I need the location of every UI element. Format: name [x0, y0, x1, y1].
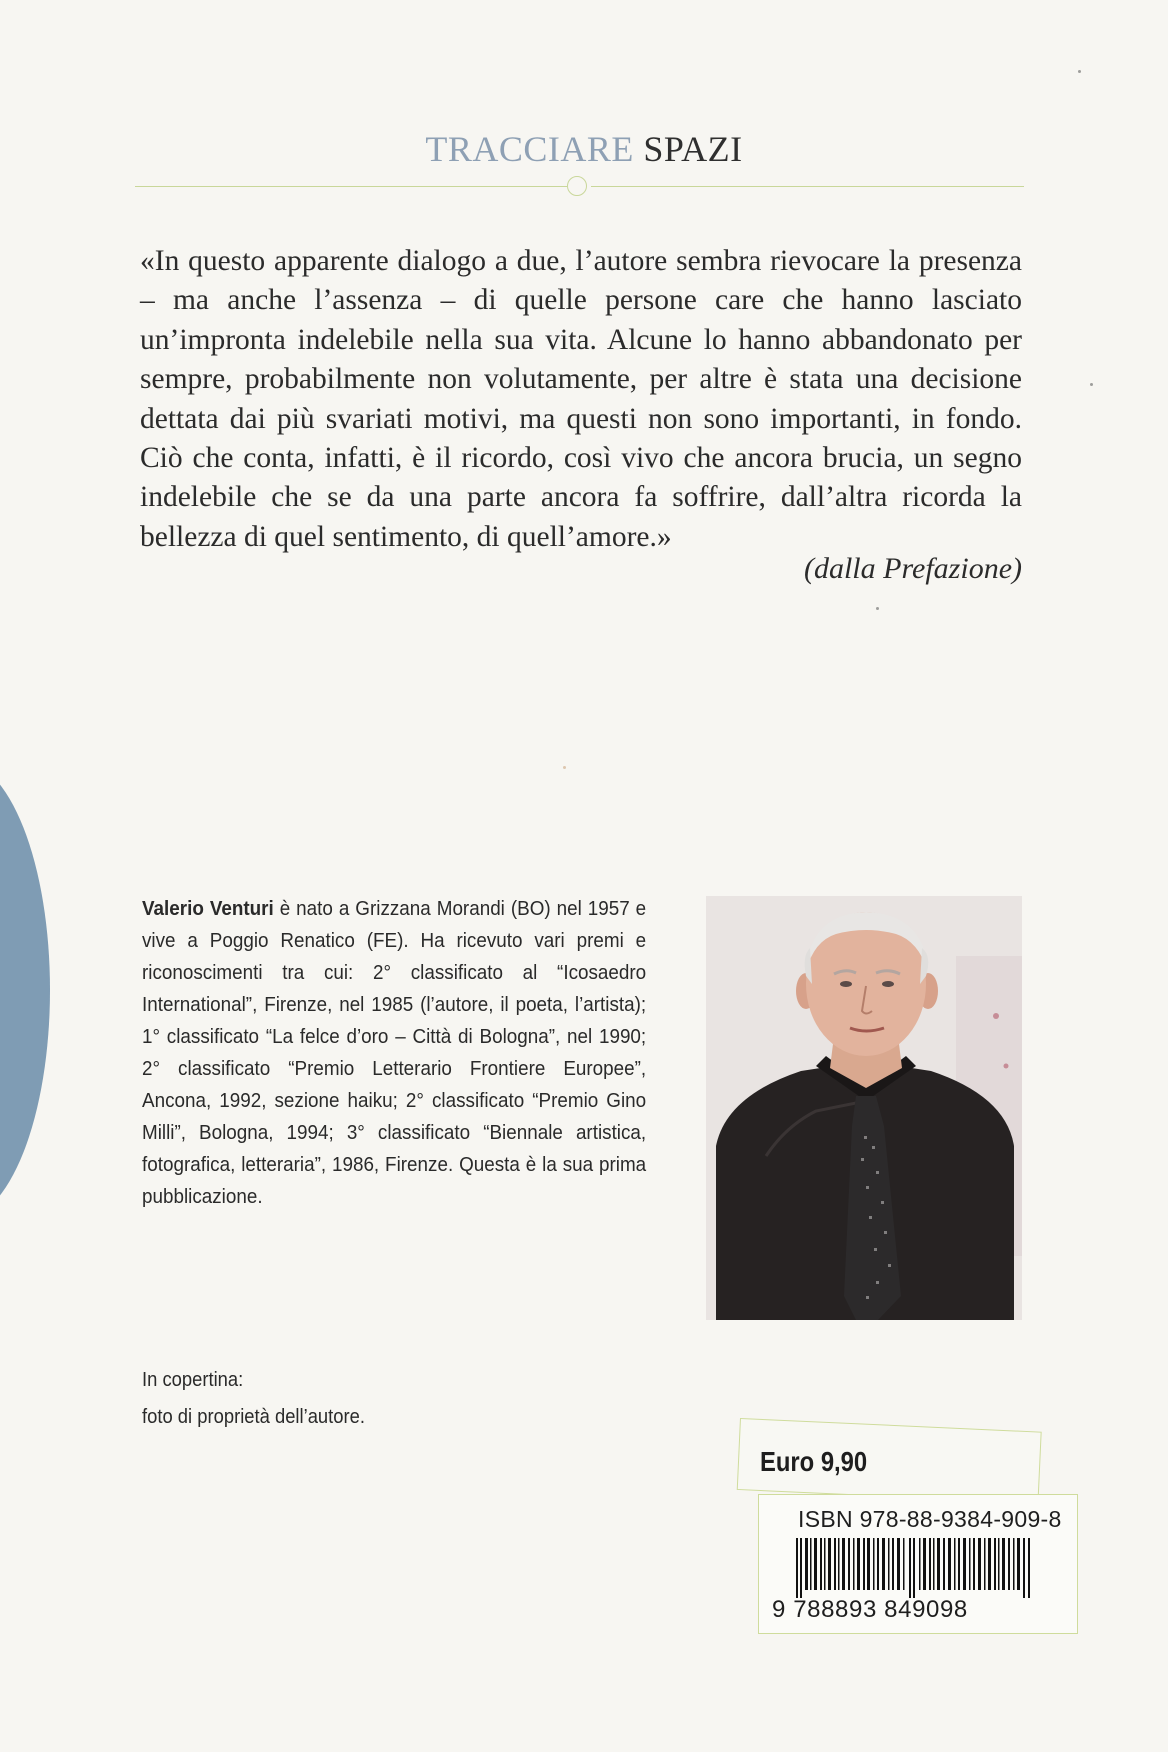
- price: Euro 9,90: [760, 1446, 868, 1477]
- title-rule-left: [135, 186, 567, 187]
- preface-quote: «In questo apparente dialogo a due, l’autore sembra rievocare la presenza – ma anche l’assenza – di quelle persone care che hanno lasciato un’impronta indelebile nella sua vita. Alcune lo hanno abbandonato per sempre, probabilmente non volutamente, per altre è stata una decisione dettata dai più svariati motivi, ma questi non sono importanti, in fondo. Ciò che conta, infatti, è il ricordo, così vivo che ancora brucia, un segno indelebile che se da una parte ancora fa soffrire, dall’altra ricorda la bellezza di quel sentimento, di quell’amore.»: [140, 245, 1022, 553]
- author-name: Valerio Venturi: [142, 897, 274, 920]
- scan-speck: [563, 766, 566, 769]
- cover-note-line2: foto di proprietà dell’autore.: [142, 1406, 365, 1428]
- quote-source: (dalla Prefazione): [803, 552, 1022, 585]
- scan-speck: [1078, 70, 1081, 73]
- scan-speck: [876, 607, 879, 610]
- author-bio: [142, 893, 646, 1213]
- scan-speck: [1090, 383, 1093, 386]
- cover-note-line1: In copertina:: [142, 1369, 244, 1391]
- barcode-digits: 9 788893 849098: [772, 1596, 968, 1623]
- title-rule-right: [591, 186, 1024, 187]
- series-title-word2: SPAZI: [643, 129, 743, 169]
- series-title-word1: TRACCIARE: [425, 129, 634, 169]
- title-rule-circle: [567, 176, 587, 196]
- author-photo: [706, 896, 1022, 1320]
- isbn-number: ISBN 978-88-9384-909-8: [798, 1506, 1062, 1532]
- decorative-blue-arc: [0, 760, 50, 1220]
- author-portrait-illustration: [706, 896, 1022, 1320]
- barcode-graphic: [796, 1538, 1034, 1598]
- cover-note: [142, 1362, 365, 1436]
- author-bio-text: è nato a Grizzana Morandi (BO) nel 1957 e vive a Poggio Renatico (FE). Ha ricevuto vari premi e riconoscimenti tra cui: 2° classificato al “Icosaedro International”, Firenze, nel 1985 (l’autore, il poeta, l’artista); 1° classificato “La felce d’oro – Città di Bologna”, nel 1990; 2° classificato “Premio Letterario Frontiere Europee”, Ancona, 1992, sezione haiku; 2° classificato “Premio Gino Milli”, Bologna, 1994; 3° classificato “Biennale artistica, fotografica, letteraria”, 1986, Firenze. Questa è la sua prima pubblicazione.: [142, 897, 647, 1208]
- series-title: [0, 128, 1168, 170]
